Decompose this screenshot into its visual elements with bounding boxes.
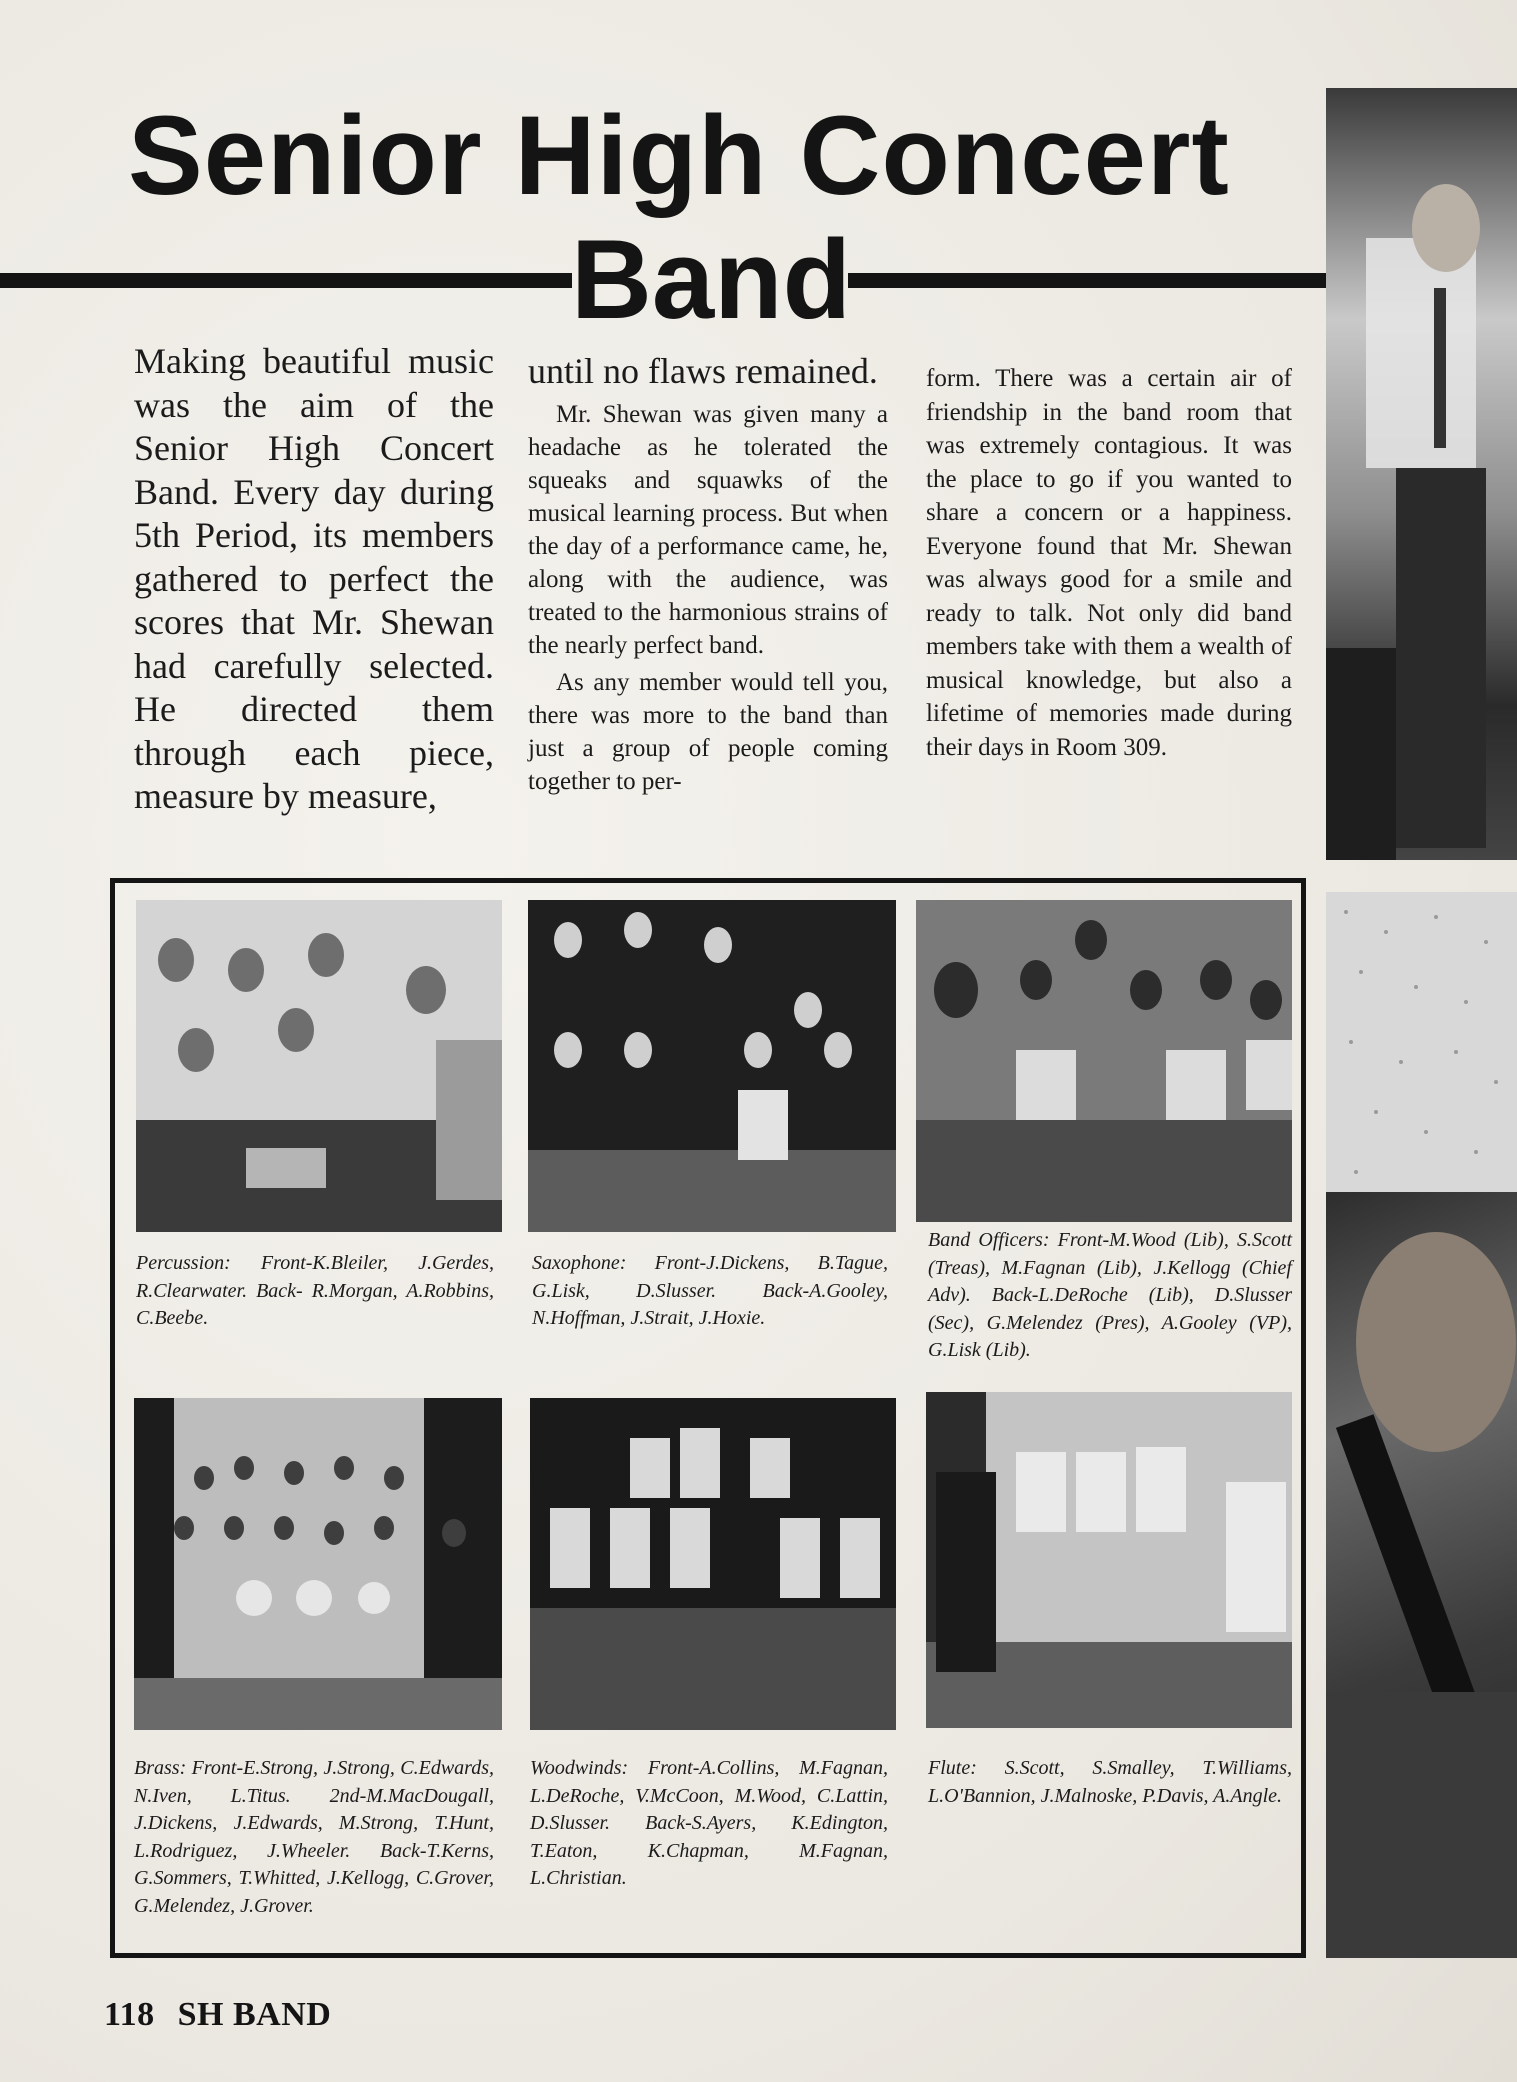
body-column-2 bbox=[528, 350, 888, 798]
caption-flute: Flute: S.Scott, S.Smalley, T.Williams, L.O'Bannion, J.Malnoske, P.Davis, A.Angle. bbox=[928, 1757, 1292, 1807]
body-paragraph-4: form. There was a certain air of friendship in the band room that was extremely contagious. It was the place to go if you wanted to share a concern or a happiness. Everyone found that Mr. Shewan was always good for a smile and ready to talk. Not only did band members take with them a wealth of musical knowledge, but also a lifetime of memories made during their days in Room 309. bbox=[926, 365, 1292, 761]
curtain-photo bbox=[1326, 892, 1517, 1192]
body-paragraph-1: Making beautiful music was the aim of the Senior High Concert Band. Every day during 5th Period, its members gathered to perfect the scores that Mr. Shewan had carefully selected. He directed them through each piece, measure by measure, bbox=[134, 341, 494, 816]
caption-brass: Brass: Front-E.Strong, J.Strong, C.Edwards, N.Iven, L.Titus. 2nd-M.MacDougall, J.Dickens, J.Edwards, M.Strong, T.Hunt, L.Rodriguez, J.Wheeler. Back-T.Kerns, G.Sommers, T.Whitted, J.Kellogg, C.Grover, G.Melendez, J.Grover. bbox=[134, 1757, 494, 1917]
body-paragraph-2: Mr. Shewan was given many a headache as he tolerated the squeaks and squawks of the musical learning process. But when the day of a performance came, he, along with the audience, was treated to the harmonious strains of the nearly perfect band. bbox=[528, 401, 888, 659]
title-rule-left bbox=[0, 273, 572, 288]
caption-woodwinds: Woodwinds: Front-A.Collins, M.Fagnan, L.DeRoche, V.McCoon, M.Wood, C.Lattin, D.Slusser. Back-S.Ayers, K.Edington, T.Eaton, K.Chapman, M.Fagnan, L.Christian. bbox=[530, 1757, 888, 1889]
title-rule-right bbox=[848, 273, 1328, 288]
body-paragraph-3: As any member would tell you, there was more to the band than just a group of people coming together to per- bbox=[528, 669, 888, 795]
brass-photo bbox=[134, 1398, 502, 1730]
band-officers-photo bbox=[916, 900, 1292, 1222]
caption-saxophone: Saxophone: Front-J.Dickens, B.Tague, G.Lisk, D.Slusser. Back-A.Gooley, N.Hoffman, J.Strait, J.Hoxie. bbox=[532, 1252, 888, 1329]
flute-photo bbox=[926, 1392, 1292, 1728]
caption-band-officers: Band Officers: Front-M.Wood (Lib), S.Scott (Treas), M.Fagnan (Lib), J.Kellogg (Chief Adv). Back-L.DeRoche (Lib), D.Slusser (Sec), G.Melendez (Pres), A.Gooley (VP), G.Lisk (Lib). bbox=[928, 1229, 1292, 1361]
body-column-1 bbox=[134, 340, 494, 819]
woodwinds-photo bbox=[530, 1398, 896, 1730]
saxophone-photo bbox=[528, 900, 896, 1232]
director-photo bbox=[1326, 88, 1517, 860]
percussion-photo bbox=[136, 900, 502, 1232]
page-footer bbox=[104, 1996, 331, 2034]
caption-percussion: Percussion: Front-K.Bleiler, J.Gerdes, R.Clearwater. Back- R.Morgan, A.Robbins, C.Beebe. bbox=[136, 1252, 494, 1329]
section-name: SH BAND bbox=[177, 1996, 332, 2033]
page-title-band: Band bbox=[571, 217, 851, 342]
body-column-3 bbox=[926, 362, 1292, 764]
page-number: 118 bbox=[104, 1996, 155, 2033]
clarinet-player-photo bbox=[1326, 1192, 1517, 1958]
page-title: Senior High Concert bbox=[128, 93, 1230, 218]
body-paragraph-lead: until no flaws remained. bbox=[528, 351, 878, 391]
